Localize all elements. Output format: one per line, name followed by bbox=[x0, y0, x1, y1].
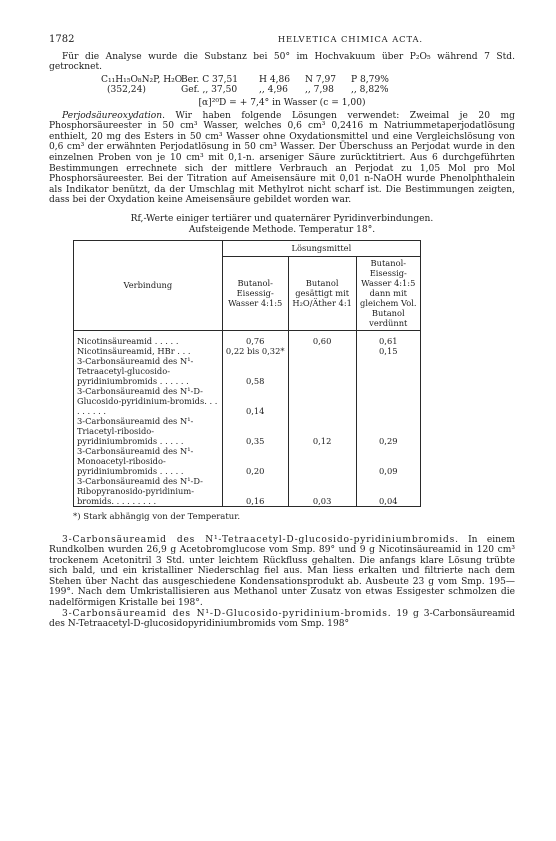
compound-name: 3-Carbonsäureamid des N¹-D-Glucosido-pyridinium-bromids. . . . . . . . . bbox=[74, 386, 223, 416]
compound-name: 3-Carbonsäureamid des N¹-Tetraacetyl-glucosido-pyridiniumbromids . . . . . . bbox=[74, 356, 223, 386]
rf-value: 0,22 bis 0,32* bbox=[222, 346, 288, 356]
table-footnote: *) Stark abhängig von der Temperatur. bbox=[73, 511, 241, 522]
calculated-carbon: Ber. C 37,51 bbox=[181, 74, 239, 85]
rf-value: 0,04 bbox=[356, 476, 420, 507]
rf-value: 0,20 bbox=[222, 446, 288, 476]
found-carbon: Gef. ,, 37,50 bbox=[181, 85, 238, 96]
header-solvent-2: Butanol gesättigt mit H₂O/Äther 4:1 bbox=[288, 256, 356, 330]
rf-value bbox=[288, 446, 356, 476]
perjodat-paragraph bbox=[49, 111, 515, 206]
rf-values-table bbox=[73, 240, 421, 507]
rf-value: 0,09 bbox=[356, 446, 420, 476]
calculated-phosphorus: P 8,79% bbox=[351, 74, 389, 85]
molecular-mass: (352,24) bbox=[107, 85, 146, 96]
rf-value: 0,76 bbox=[222, 330, 288, 346]
compound-name: Nicotinsäureamid, HBr . . . bbox=[74, 346, 223, 356]
page-number: 1782 bbox=[49, 34, 75, 45]
elemental-analysis bbox=[101, 75, 515, 96]
intro-paragraph: Für die Analyse wurde die Substanz bei 50° im Hochvakuum über P₂O₅ während 7 Std. getrocknet. bbox=[49, 51, 515, 73]
rf-value bbox=[288, 386, 356, 416]
compound-name: 3-Carbonsäureamid des N¹-Monoacetyl-ribosido-pyridiniumbromids . . . . . bbox=[74, 446, 223, 476]
compound-name: 3-Carbonsäureamid des N¹-D-Ribopyranosido-pyridinium-bromids. . . . . . . . . bbox=[74, 476, 223, 507]
header-solvent-group: Lösungsmittel bbox=[222, 240, 420, 256]
rf-value: 0,16 bbox=[222, 476, 288, 507]
calculated-hydrogen: H 4,86 bbox=[259, 74, 291, 85]
rf-value: 0,14 bbox=[222, 386, 288, 416]
rf-value: 0,61 bbox=[356, 330, 420, 346]
section1-text: In einem Rundkolben wurden 26,9 g Acetobromglucose vom Smp. 89° und 9 g Nicotinsäureamid in 120 cm³ trockenem Acetonitril 3 Std. unter leichtem Rückfluss gehalten. Die anfangs klare Lösung trübte sich bald, und ein kristalliner Niederschlag fiel aus. Man liess erkalten und filtrierte nach dem Stehen über Nacht das ausgeschiedene Kondensationsprodukt ab. Ausbeute 23 g vom Smp. 195—199°. Nach dem Umkristallisieren aus Methanol unter Zusatz von etwas Essigester schmolzen die nadelförmigen Kristalle bei 198°. bbox=[49, 534, 515, 609]
rf-value bbox=[288, 356, 356, 386]
found-phosphorus: ,, 8,82% bbox=[351, 85, 389, 96]
compound-name: Nicotinsäureamid . . . . . bbox=[74, 330, 223, 346]
rf-value: 0,58 bbox=[222, 356, 288, 386]
section1-paragraph bbox=[49, 535, 515, 609]
table-caption-line1: Rf,-Werte einiger tertiärer und quaternärer Pyridinverbindungen. bbox=[130, 213, 434, 224]
section2-paragraph bbox=[49, 609, 515, 630]
header-solvent-1: Butanol-Eisessig-Wasser 4:1:5 bbox=[222, 256, 288, 330]
rf-value bbox=[356, 386, 420, 416]
rf-value bbox=[356, 356, 420, 386]
section2-title: 3-Carbonsäureamid des N¹-D-Glucosido-pyridinium-bromids. bbox=[62, 608, 392, 619]
rf-value bbox=[288, 346, 356, 356]
found-nitrogen: ,, 7,98 bbox=[305, 85, 334, 96]
table-row bbox=[74, 476, 421, 507]
perjodat-title: Perjodsäureoxydation. bbox=[62, 110, 165, 121]
rf-value: 0,03 bbox=[288, 476, 356, 507]
found-hydrogen: ,, 4,96 bbox=[259, 85, 288, 96]
rf-value: 0,60 bbox=[288, 330, 356, 346]
rf-value: 0,29 bbox=[356, 416, 420, 446]
molecular-formula: C₁₁H₁₅O₈N₂P, H₂O bbox=[101, 74, 183, 85]
perjodat-text: Wir haben folgende Lösungen verwendet: Zweimal je 20 mg Phosphorsäureester in 50 cm³ Wasser, welches 0,6 cm³ 0,2416 m Natriummetaperjodatlösung enthielt, 20 mg des Esters in 50 cm³ Wasser ohne Oxydationsmittel und eine Vergleichslösung von 0,6 cm³ der erwähnten Perjodatlösung in 50 cm³ Wasser. Der Überschuss an Perjodat wurde in den einzelnen Proben von je 10 cm³ mit 0,1-n. arseniger Säure zurücktitriert. Aus 6 durchgeführten Bestimmungen errechnete sich der mittlere Verbrauch an Perjodat zu 1,05 Mol pro Mol Phosphorsäureester. Bei der Titration auf Ameisensäure mit 0,01 n-NaOH wurde Phenolphthalein als Indikator benützt, da der Umschlag mit Methylrot nicht scharf ist. Die Bestimmungen zeigten, dass bei der Oxydation keine Ameisensäure gebildet worden war. bbox=[49, 110, 515, 206]
table-caption bbox=[49, 214, 515, 236]
compound-name: 3-Carbonsäureamid des N¹-Triacetyl-ribosido-pyridiniumbromids . . . . . bbox=[74, 416, 223, 446]
table-row bbox=[74, 446, 421, 476]
running-header bbox=[49, 34, 515, 46]
table-row bbox=[74, 386, 421, 416]
journal-name: HELVETICA CHIMICA ACTA. bbox=[277, 34, 423, 44]
section1-title: 3-Carbonsäureamid des N¹-Tetraacetyl-D-glucosido-pyridiniumbromids. bbox=[62, 534, 459, 545]
table-row bbox=[74, 330, 421, 346]
table-row bbox=[74, 346, 421, 356]
header-solvent-3: Butanol-Eisessig-Wasser 4:1:5 dann mit gleichem Vol. Butanol verdünnt bbox=[356, 256, 420, 330]
rf-value: 0,12 bbox=[288, 416, 356, 446]
rf-value: 0,35 bbox=[222, 416, 288, 446]
table-caption-line2: Aufsteigende Methode. Temperatur 18°. bbox=[188, 224, 376, 235]
table-row bbox=[74, 416, 421, 446]
optical-rotation: [α]²⁰D = + 7,4° in Wasser (c = 1,00) bbox=[198, 97, 366, 108]
calculated-nitrogen: N 7,97 bbox=[305, 74, 337, 85]
document-page bbox=[49, 34, 515, 630]
header-compound: Verbindung bbox=[74, 240, 223, 330]
table-row bbox=[74, 356, 421, 386]
section2-text: 19 g 3-Carbonsäureamid des N-Tetraacetyl-D-glucosidopyridiniumbromids vom Smp. 198° bbox=[49, 608, 515, 630]
rf-value: 0,15 bbox=[356, 346, 420, 356]
